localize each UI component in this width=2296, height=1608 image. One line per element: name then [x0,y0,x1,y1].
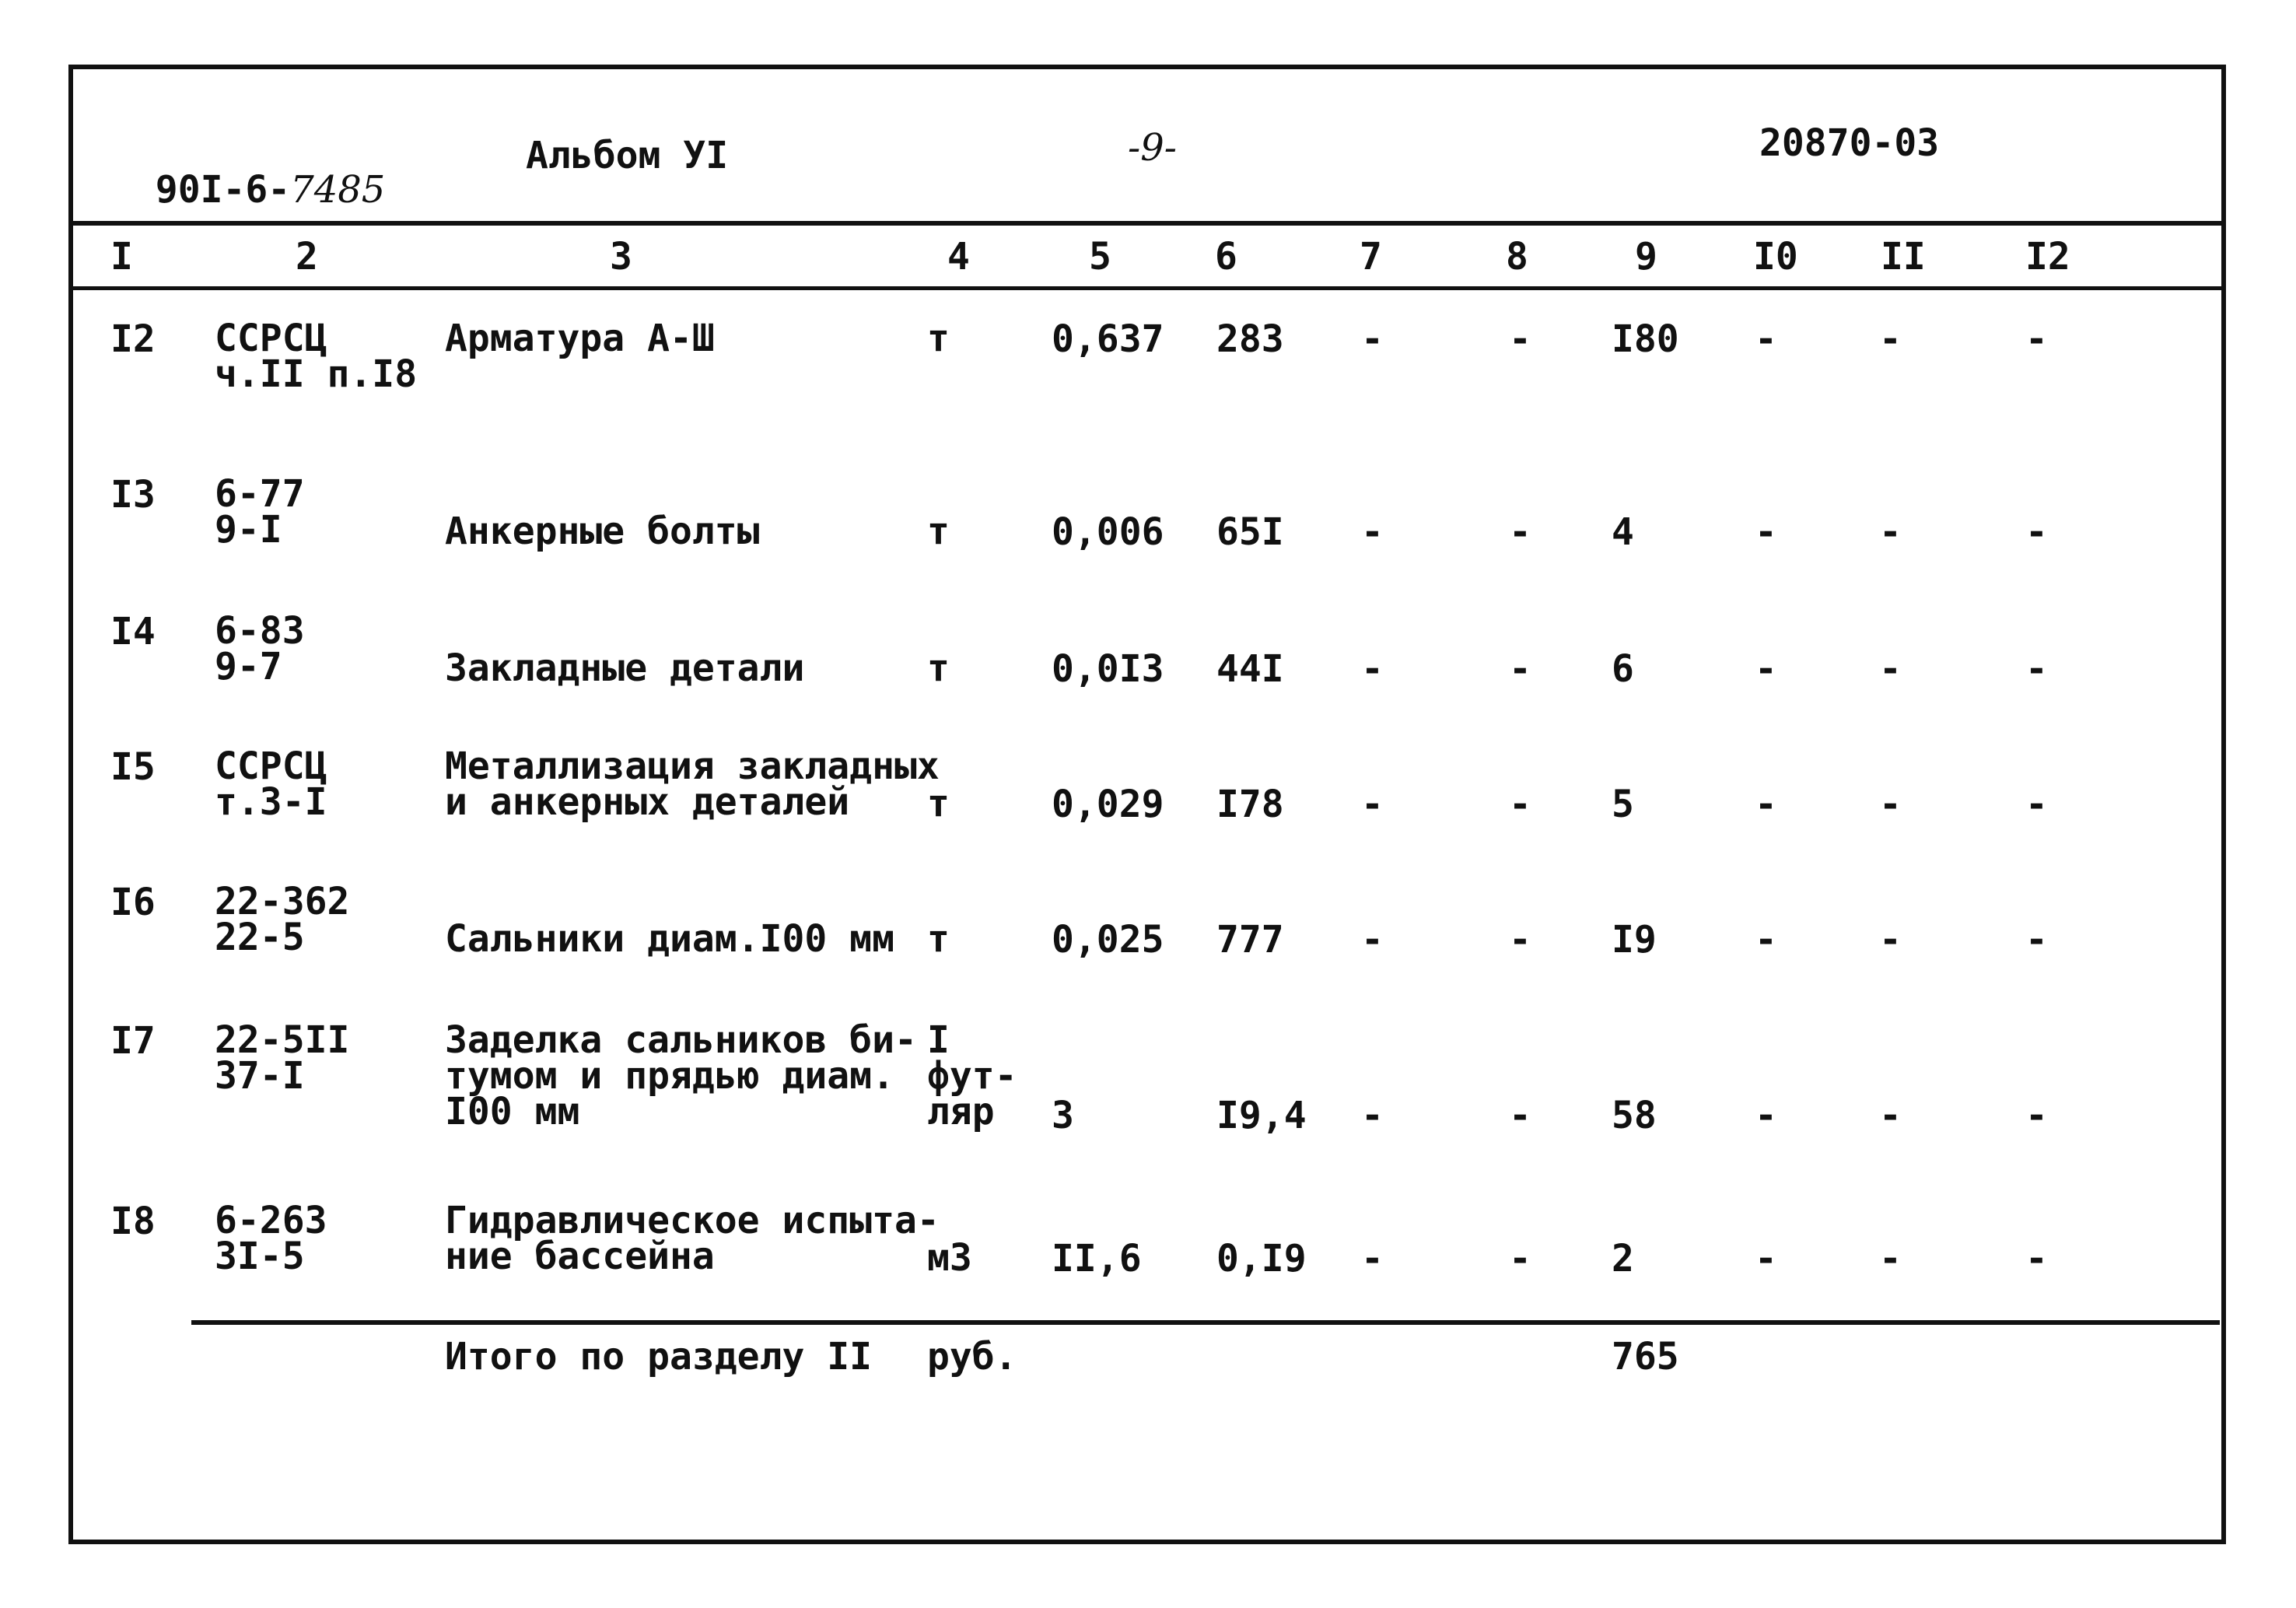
cell-col-2: 22-5II 37-I [215,1018,350,1098]
cell-col-12: - [2025,783,2048,826]
column-header-11: II [1881,235,1926,279]
cell-col-3: Заделка сальников би- тумом и прядью диам. I00 мм [445,1018,917,1133]
cell-col-12: - [2025,1094,2048,1137]
cell-col-3: Арматура А-Ш [445,317,715,360]
total-value: 765 [1612,1335,1679,1379]
cell-col-8: - [1509,647,1531,691]
cell-col-6: I9,4 [1216,1094,1307,1137]
cell-col-3: Сальники диам.I00 мм [445,917,894,961]
total-unit: руб. [927,1335,1017,1379]
cell-col-3: Гидравлическое испыта- ние бассейна [445,1199,940,1278]
cell-col-1: I8 [110,1200,156,1243]
album-title: Альбом УI [526,134,729,177]
document-code-handwritten: 7485 [290,168,386,212]
header-rule-bottom [73,286,2226,290]
cell-col-11: - [1879,647,1902,691]
cell-col-11: - [1879,510,1902,554]
cell-col-8: - [1509,1094,1531,1137]
column-header-1: I [110,235,133,279]
cell-col-8: - [1509,317,1531,361]
cell-col-8: - [1509,783,1531,826]
total-rule [191,1320,2220,1325]
cell-col-9: 2 [1612,1237,1634,1280]
cell-col-2: 6-263 3I-5 [215,1199,327,1278]
total-label: Итого по разделу II [445,1335,873,1379]
cell-col-4: т [927,510,950,553]
document-stamp: 20870-03 [1759,121,1940,165]
cell-col-1: I3 [110,473,156,517]
cell-col-12: - [2025,1237,2048,1280]
cell-col-10: - [1755,1094,1777,1137]
cell-col-12: - [2025,647,2048,691]
cell-col-4: м3 [927,1236,972,1280]
cell-col-6: I78 [1216,783,1284,826]
cell-col-6: 44I [1216,647,1284,691]
cell-col-10: - [1755,783,1777,826]
cell-col-12: - [2025,317,2048,361]
cell-col-7: - [1361,647,1384,691]
document-code-printed: 90I-6- [155,168,291,212]
column-header-9: 9 [1635,235,1657,279]
cell-col-4: т [927,317,950,360]
cell-col-10: - [1755,647,1777,691]
cell-col-6: 65I [1216,510,1284,554]
cell-col-2: 22-362 22-5 [215,880,350,959]
cell-col-7: - [1361,317,1384,361]
cell-col-12: - [2025,510,2048,554]
cell-col-11: - [1879,783,1902,826]
column-header-12: I2 [2025,235,2070,279]
cell-col-8: - [1509,510,1531,554]
cell-col-2: 6-77 9-I [215,472,305,552]
cell-col-7: - [1361,510,1384,554]
column-header-6: 6 [1215,235,1237,279]
cell-col-1: I2 [110,317,156,361]
cell-col-9: 5 [1612,783,1634,826]
cell-col-7: - [1361,1237,1384,1280]
cell-col-11: - [1879,317,1902,361]
cell-col-9: 4 [1612,510,1634,554]
cell-col-7: - [1361,918,1384,962]
cell-col-9: I80 [1612,317,1679,361]
cell-col-5: 3 [1052,1094,1074,1137]
document-code [110,134,386,212]
cell-col-11: - [1879,1237,1902,1280]
cell-col-2: ССРСЦ т.3-I [215,744,327,824]
cell-col-2: 6-83 9-7 [215,609,305,688]
cell-col-5: II,6 [1052,1237,1142,1280]
column-header-4: 4 [947,235,970,279]
column-header-8: 8 [1506,235,1528,279]
cell-col-9: 58 [1612,1094,1657,1137]
column-header-7: 7 [1360,235,1382,279]
cell-col-4: т [927,917,950,961]
cell-col-10: - [1755,317,1777,361]
cell-col-1: I6 [110,881,156,924]
cell-col-4: т [927,782,950,825]
cell-col-7: - [1361,783,1384,826]
cell-col-9: I9 [1612,918,1657,962]
cell-col-1: I4 [110,610,156,653]
cell-col-2: ССРСЦ ч.II п.I8 [215,317,418,396]
cell-col-8: - [1509,1237,1531,1280]
column-header-10: I0 [1753,235,1798,279]
cell-col-11: - [1879,918,1902,962]
cell-col-5: 0,029 [1052,783,1164,826]
cell-col-5: 0,0I3 [1052,647,1164,691]
header-rule-top [73,221,2226,226]
cell-col-6: 0,I9 [1216,1237,1307,1280]
column-header-3: 3 [610,235,632,279]
cell-col-8: - [1509,918,1531,962]
cell-col-10: - [1755,510,1777,554]
cell-col-4: т [927,646,950,690]
cell-col-7: - [1361,1094,1384,1137]
cell-col-5: 0,637 [1052,317,1164,361]
cell-col-1: I5 [110,745,156,789]
cell-col-12: - [2025,918,2048,962]
cell-col-5: 0,025 [1052,918,1164,962]
cell-col-3: Металлизация закладных и анкерных деталей [445,744,940,824]
cell-col-11: - [1879,1094,1902,1137]
cell-col-6: 777 [1216,918,1284,962]
column-header-2: 2 [296,235,318,279]
cell-col-10: - [1755,1237,1777,1280]
cell-col-3: Закладные детали [445,646,805,690]
cell-col-5: 0,006 [1052,510,1164,554]
cell-col-9: 6 [1612,647,1634,691]
cell-col-3: Анкерные болты [445,510,760,553]
cell-col-6: 283 [1216,317,1284,361]
cell-col-4: I фут- ляр [927,1018,1017,1133]
cell-col-1: I7 [110,1019,156,1063]
page-number: -9- [1128,126,1177,170]
column-header-5: 5 [1089,235,1111,279]
cell-col-10: - [1755,918,1777,962]
